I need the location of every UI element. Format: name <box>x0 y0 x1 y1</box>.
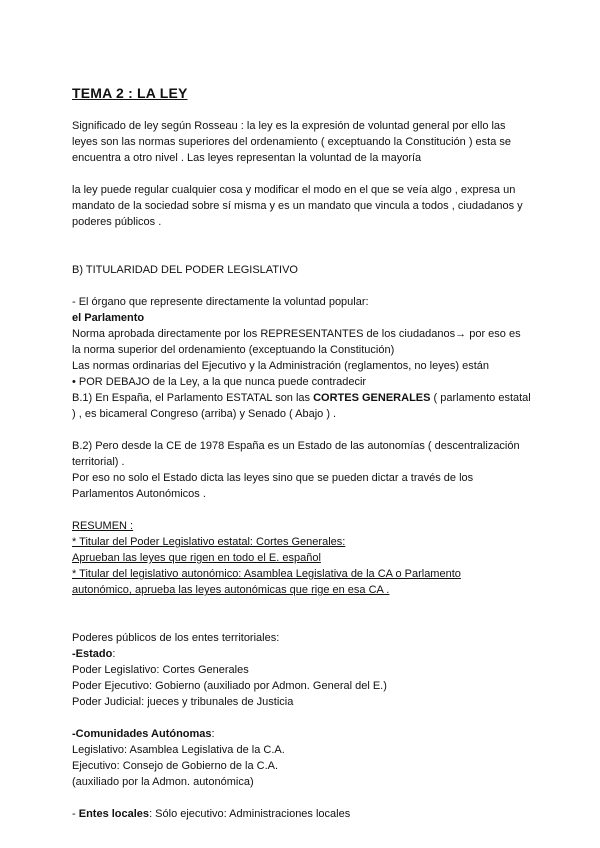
resumen-line-1: * Titular del Poder Legislativo estatal: Cortes Generales: <box>72 536 346 548</box>
resumen-line-4: autonómico, aprueba las leyes autonómicas que rige en esa CA . <box>72 584 390 596</box>
poderes-heading: Poderes públicos de los entes territoriales: <box>72 632 280 644</box>
section-b-heading: B) TITULARIDAD DEL PODER LEGISLATIVO <box>72 264 298 276</box>
b1-paragraph <box>72 390 532 422</box>
intro-paragraph-2: la ley puede regular cualquier cosa y modificar el modo en el que se veía algo , expresa un mandato de la sociedad sobre sí misma y es un mandato que vincula a todos , ciudadanos y poderes públicos . <box>72 184 523 228</box>
entes-locales-label: Entes locales <box>78 808 150 820</box>
ccaa-label: -Comunidades Autónomas <box>72 728 212 740</box>
ccaa-item: Ejecutivo: Consejo de Gobierno de la C.A. <box>72 760 279 772</box>
resumen-line-3: * Titular del legislativo autonómico: Asamblea Legislativa de la CA o Parlamento <box>72 568 461 580</box>
estado-item: Poder Legislativo: Cortes Generales <box>72 664 249 676</box>
debajo-text: • POR DEBAJO de la Ley, a la que nunca puede contradecir <box>72 376 367 388</box>
estado-item: Poder Ejecutivo: Gobierno (auxiliado por Admon. General del E.) <box>72 680 387 692</box>
estado-label: -Estado <box>72 648 113 660</box>
b1-post: ( parlamento estatal ) , es bicameral Congreso (arriba) y Senado ( Abajo ) . <box>72 392 531 420</box>
b2-paragraph: B.2) Pero desde la CE de 1978 España es un Estado de las autonomías ( descentralización territorial) . <box>72 440 520 468</box>
ccaa-item: (auxiliado por la Admon. autonómica) <box>72 776 254 788</box>
ccaa-item: Legislativo: Asamblea Legislativa de la C.A. <box>72 744 285 756</box>
entes-locales-text: : Sólo ejecutivo: Administraciones locales <box>149 808 351 820</box>
locales-prefix: - <box>72 808 79 820</box>
b2b-paragraph: Por eso no solo el Estado dicta las leyes sino que se pueden dictar a través de los Parlamentos Autonómicos . <box>72 472 474 500</box>
norma-text: Norma aprobada directamente por los REPRESENTANTES de los ciudadanos→ por eso es la norma superior del ordenamiento (exceptuando la Constitución) <box>72 328 521 356</box>
entes-locales-line <box>72 806 532 822</box>
b1-pre: B.1) En España, el Parlamento ESTATAL son las <box>72 392 314 404</box>
estado-colon: : <box>112 648 116 660</box>
ccaa-colon: : <box>211 728 215 740</box>
resumen-line-2: Aprueban las leyes que rigen en todo el E. español <box>72 552 321 564</box>
parlamento-label: el Parlamento <box>72 312 145 324</box>
document-title: TEMA 2 : LA LEY <box>72 85 188 101</box>
resumen-heading: RESUMEN : <box>72 520 134 532</box>
ordinarias-text: Las normas ordinarias del Ejecutivo y la Administración (reglamentos, no leyes) están <box>72 360 489 372</box>
ccaa-heading <box>72 726 532 742</box>
estado-heading <box>72 646 532 662</box>
cortes-generales-bold: CORTES GENERALES <box>313 392 431 404</box>
organo-text: - El órgano que represente directamente la voluntad popular: <box>72 296 369 308</box>
intro-paragraph: Significado de ley según Rosseau : la ley es la expresión de voluntad general por ello las leyes son las normas superiores del ordenamiento ( exceptuando la Constitución ) esta se encuentra a otro nivel . Las leyes representan la voluntad de la mayoría <box>72 120 512 164</box>
document-page <box>72 84 532 822</box>
estado-item: Poder Judicial: jueces y tribunales de Justicia <box>72 696 294 708</box>
